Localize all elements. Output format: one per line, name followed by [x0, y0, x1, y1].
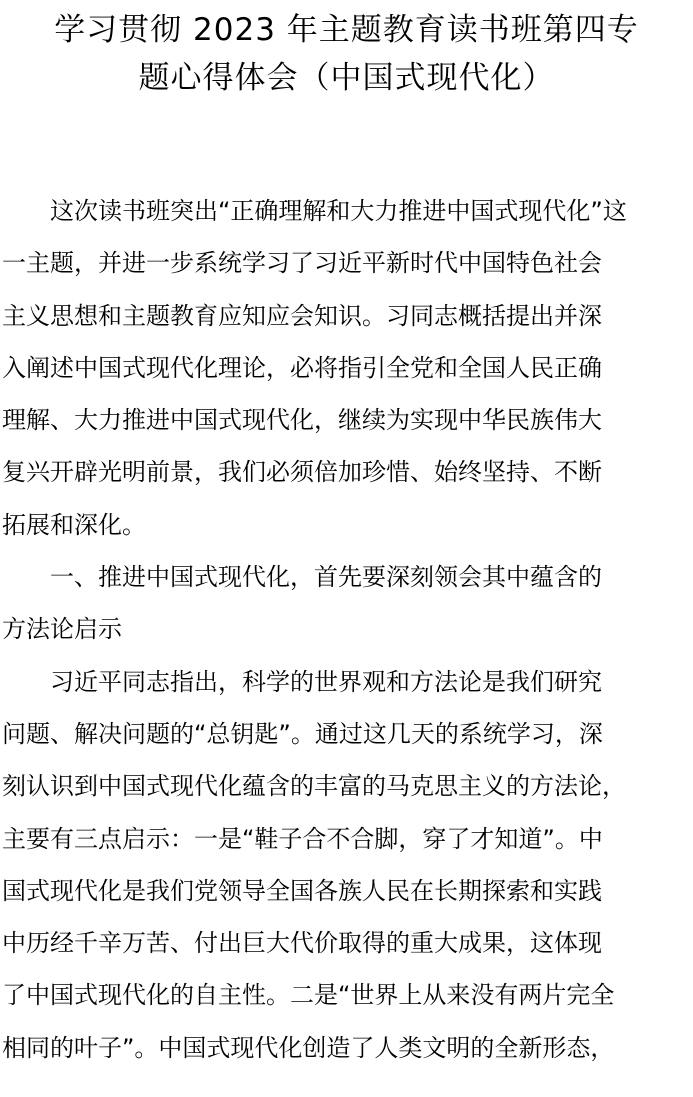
text-line: 问题、解决问题的“总钥匙”。通过这几天的系统学习，深: [2, 719, 603, 748]
text-line: 了中国式现代化的自主性。二是“世界上从来没有两片完全: [2, 981, 615, 1010]
text-line: 这次读书班突出“正确理解和大力推进中国式现代化”这: [2, 197, 627, 225]
paragraph-intro: [2, 185, 693, 551]
text-line: 方法论启示: [2, 615, 122, 644]
text-line: 习近平同志指出，科学的世界观和方法论是我们研究: [2, 667, 602, 696]
text-line: 中历经千辛万苦、付出巨大代价取得的重大成果，这体现: [2, 929, 602, 958]
paragraph-methodology: [2, 656, 693, 1074]
text-line: 复兴开辟光明前景，我们必须倍加珍惜、始终坚持、不断: [2, 458, 602, 487]
text-line: 一、推进中国式现代化，首先要深刻领会其中蕴含的: [2, 563, 602, 592]
text-line: 理解、大力推进中国式现代化，继续为实现中华民族伟大: [2, 406, 602, 435]
text-line: 拓展和深化。: [2, 510, 146, 539]
text-line: 主义思想和主题教育应知应会知识。习同志概括提出并深: [2, 301, 602, 330]
text-line: 国式现代化是我们党领导全国各族人民在长期探索和实践: [2, 876, 602, 905]
document-title: [0, 6, 693, 102]
text-line: 相同的叶子”。中国式现代化创造了人类文明的全新形态，: [2, 1033, 615, 1062]
title-line: 学习贯彻 2023 年主题教育读书班第四专: [54, 12, 639, 48]
text-line: 主要有三点启示：一是“鞋子合不合脚，穿了才知道”。中: [2, 824, 603, 853]
text-line: 一主题，并进一步系统学习了习近平新时代中国特色社会: [2, 249, 602, 278]
section-heading-1: [2, 551, 693, 656]
text-line: 刻认识到中国式现代化蕴含的丰富的马克思主义的方法论，: [2, 772, 626, 801]
title-line: 题心得体会（中国式现代化）: [138, 60, 555, 96]
text-line: 入阐述中国式现代化理论，必将指引全党和全国人民正确: [2, 353, 602, 382]
document-body: [2, 185, 693, 1074]
